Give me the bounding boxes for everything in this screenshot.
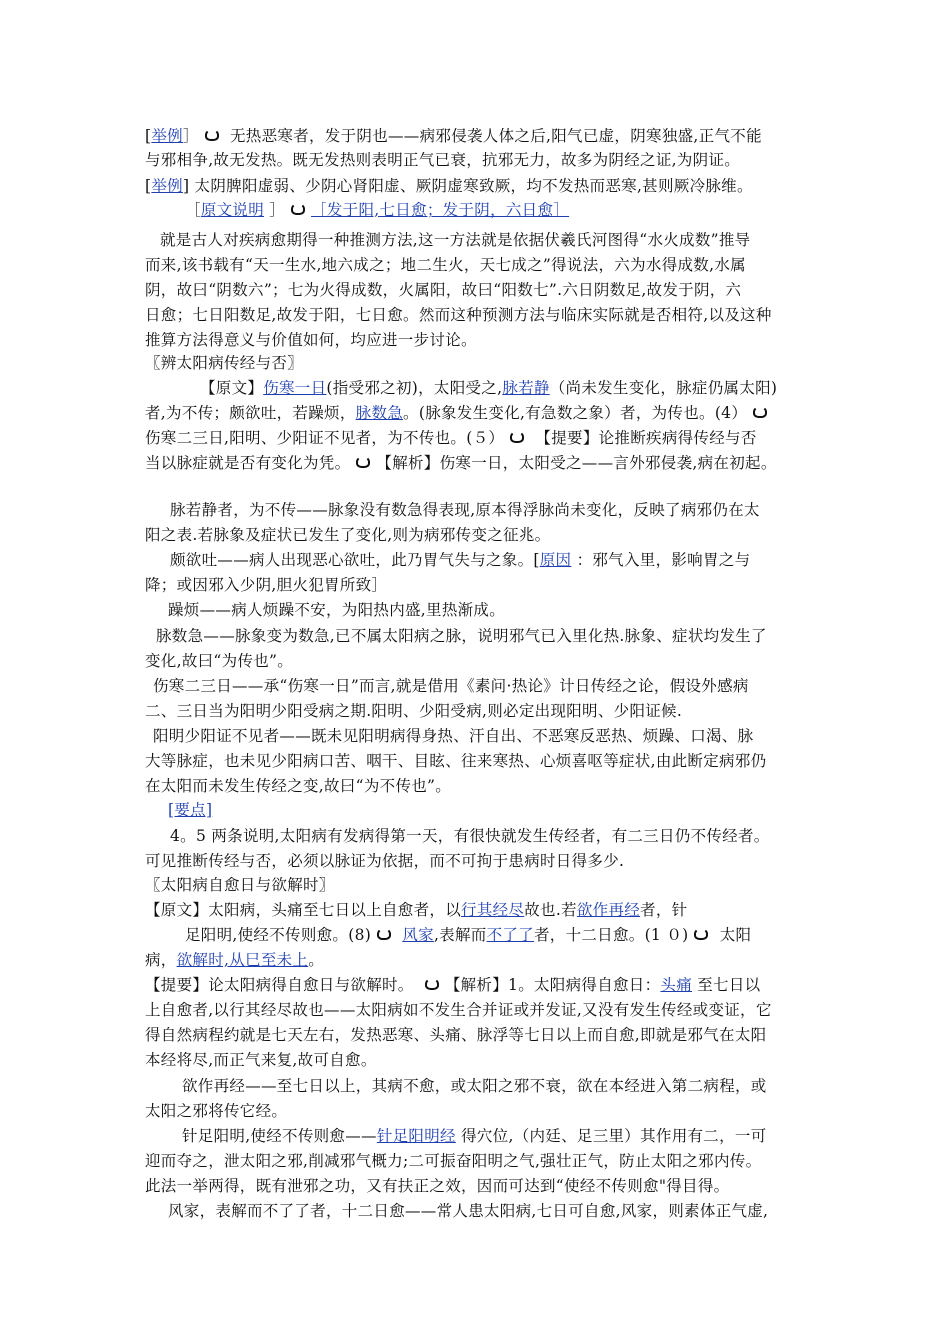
text-run: 【原文】太阳病，头痛至七日以上自愈者，以 xyxy=(145,901,462,919)
hyperlink[interactable]: [要点] xyxy=(168,801,213,819)
text-run: 降；或因邪入少阴,胆火犯胃所致］ xyxy=(145,576,388,594)
text-line xyxy=(145,1000,772,1020)
text-run: ［ xyxy=(185,201,201,219)
text-line xyxy=(185,200,569,220)
text-run: 可见推断传经与否，必须以脉证为依据，而不可拘于患病时日得多少. xyxy=(145,852,625,870)
text-run: 二、三日当为阳明少阳受病之期.阳明、少阳受病,则必定出现阳明、少阳证候. xyxy=(145,702,683,720)
text-line xyxy=(170,826,770,846)
text-run: 〖辨太阳病传经与否〗 xyxy=(145,354,304,372)
hyperlink[interactable]: 头痛 xyxy=(660,976,692,994)
text-line xyxy=(170,500,760,520)
text-line xyxy=(160,230,750,250)
text-run: 【原文】 xyxy=(200,379,264,397)
text-run: [ xyxy=(145,127,152,145)
hyperlink[interactable]: 针足阳明经 xyxy=(376,1127,456,1145)
text-run: 而来,该书载有“天一生水,地六成之；地二生火，天七成之”得说法，六为水得成数,水属 xyxy=(145,256,746,274)
text-line xyxy=(145,975,760,995)
hyperlink[interactable]: 不了了 xyxy=(486,926,534,944)
hyperlink[interactable]: 脉若静 xyxy=(502,379,550,397)
text-line xyxy=(145,150,740,170)
text-line xyxy=(182,1126,767,1146)
text-run: 伤寒二三日——承“伤寒一日”而言,就是借用《素问·热论》计日传经之论，假设外感病 xyxy=(153,677,749,695)
hyperlink[interactable]: 举例 xyxy=(151,127,183,145)
text-run: 当以脉症就是否有变化为凭。 xyxy=(145,454,351,472)
text-line xyxy=(145,701,682,721)
text-line xyxy=(145,525,550,545)
text-run: 在太阳而未发生传经之变,故曰“为不传也”。 xyxy=(145,777,452,795)
marker-icon xyxy=(753,406,767,418)
text-run: 足阳明,使经不传则愈。(8) xyxy=(185,926,372,944)
marker-icon xyxy=(377,928,391,940)
hyperlink[interactable]: 欲解时,从巳至未上 xyxy=(176,951,309,969)
hyperlink[interactable]: 脉数急 xyxy=(355,404,404,422)
text-line xyxy=(145,1151,761,1171)
text-line xyxy=(145,255,746,275)
hyperlink[interactable]: 欲作再经 xyxy=(576,901,641,919)
text-run: ：邪气入里，影响胃之与 xyxy=(571,551,751,569)
text-run: 阴，故曰“阴数六”；七为火得成数，火属阳，故曰“阳数七”.六日阴数足,故发于阴，六 xyxy=(145,281,742,299)
text-line xyxy=(145,651,293,671)
text-line xyxy=(145,751,766,771)
text-line xyxy=(168,600,505,620)
hyperlink[interactable]: ［发于阳,七日愈；发于阴，六日愈］ xyxy=(311,201,570,219)
text-run: 大等脉症，也未见少阳病口苦、咽干、目眩、往来寒热、心烦喜呕等症状,由此断定病邪仍 xyxy=(145,752,767,770)
marker-icon xyxy=(205,129,219,141)
text-line xyxy=(200,378,777,398)
text-line xyxy=(145,305,772,325)
text-line xyxy=(145,900,687,920)
text-run: 【解析】伤寒一日，太阳受之——言外邪侵袭,病在初起。 xyxy=(376,454,777,472)
text-run: 得自然病程约就是七天左右，发热恶寒、头痛、脉浮等七日以上而自愈,即就是邪气在太阳 xyxy=(145,1026,767,1044)
text-run: 迎而夺之，泄太阳之邪,削减邪气概力;二可振奋阳明之气,强壮正气，防止太阳之邪内传。 xyxy=(145,1152,762,1170)
text-line xyxy=(145,280,741,300)
text-line xyxy=(145,453,777,473)
text-run: 风家，表解而不了了者，十二日愈——常人患太阳病,七日可自愈,风家，则素体正气虚, xyxy=(168,1202,769,1220)
text-run: 颇欲吐——病人出现恶心欲吐，此乃胃气失与之象。[ xyxy=(170,551,540,569)
text-line xyxy=(170,550,750,570)
text-line xyxy=(145,575,387,595)
text-run: (指受邪之初)，太阳受之, xyxy=(326,379,503,397)
text-run: 本经将尽,而正气来复,故可自愈。 xyxy=(145,1051,377,1069)
marker-icon xyxy=(291,203,305,215)
text-run: ］ xyxy=(264,201,286,219)
text-run: 日愈；七日阳数足,故发于阳，七日愈。然而这种预测方法与临床实际就是否相符,以及这种 xyxy=(145,306,772,324)
text-run: 与邪相争,故无发热。既无发热则表明正气已衰，抗邪无力，故多为阴经之证,为阴证。 xyxy=(145,151,741,169)
text-run: 上自愈者,以行其经尽故也——太阳病如不发生合并证或并发证,又没有发生传经或变证，它 xyxy=(145,1001,772,1019)
text-run: [ xyxy=(145,177,152,195)
text-run: （尚未发生变化，脉症仍属太阳) xyxy=(549,379,778,397)
hyperlink[interactable]: 风家 xyxy=(402,926,434,944)
text-run: 阳之表.若脉象及症状已发生了变化,则为病邪传变之征兆。 xyxy=(145,526,551,544)
text-run: 病， xyxy=(145,951,177,969)
text-line xyxy=(145,353,303,373)
text-run: 太阳之邪将传它经。 xyxy=(145,1102,288,1120)
text-run: 。(脉象发生变化,有急数之象）者，为传也。(4） xyxy=(403,404,748,422)
text-run: 伤寒二三日,阳明、少阳证不见者，为不传也。(５） xyxy=(145,429,505,447)
text-line xyxy=(145,1050,377,1070)
text-line xyxy=(153,726,753,746)
text-run: 者,为不传；颇欲吐，若躁烦， xyxy=(145,404,356,422)
text-run: 此法一举两得，既有泄邪之功，又有扶正之效，因而可达到“使经不传则愈"得目得。 xyxy=(145,1177,730,1195)
text-line xyxy=(156,626,767,646)
text-line xyxy=(145,1025,766,1045)
hyperlink[interactable]: 伤寒一日 xyxy=(263,379,327,397)
hyperlink[interactable]: 举例 xyxy=(151,177,183,195)
text-run: 者，针 xyxy=(640,901,688,919)
text-run: 者，十二日愈。(1 ０) xyxy=(533,926,689,944)
text-run: 太阳 xyxy=(714,926,752,944)
text-run: 脉若静者，为不传——脉象没有数急得表现,原本得浮脉尚未变化，反映了病邪仍在太 xyxy=(170,501,760,519)
text-run: 阳明少阳证不见者——既未见阳明病得身热、汗自出、不恶寒反恶热、烦躁、口渴、脉 xyxy=(153,727,754,745)
text-line xyxy=(185,925,751,945)
text-run: 。 xyxy=(308,951,325,969)
text-line xyxy=(145,176,753,196)
text-line xyxy=(145,950,324,970)
text-line xyxy=(145,851,624,871)
text-line xyxy=(145,330,477,350)
text-run: ,表解而 xyxy=(433,926,487,944)
text-line xyxy=(145,1176,729,1196)
text-run: 【解析】1。太阳病得自愈日： xyxy=(444,976,661,994)
text-line xyxy=(145,403,773,423)
text-line xyxy=(145,428,757,448)
text-line xyxy=(145,875,335,895)
text-line xyxy=(145,126,762,146)
text-run: 欲作再经——至七日以上，其病不愈，或太阳之邪不衰，欲在本经进入第二病程，或 xyxy=(182,1077,767,1095)
text-run: 故也.若 xyxy=(524,901,577,919)
marker-icon xyxy=(694,928,708,940)
text-run: 〖太阳病自愈日与欲解时〗 xyxy=(145,876,335,894)
text-run: 无热恶寒者，发于阴也——病邪侵袭人体之后,阳气已虚，阴寒独盛,正气不能 xyxy=(224,127,762,145)
text-run: ] 太阴脾阳虚弱、少阴心肾阳虚、厥阴虚寒致厥，均不发热而恶寒,甚则厥冷脉维。 xyxy=(182,177,753,195)
marker-icon xyxy=(425,978,439,990)
hyperlink[interactable]: 原因 xyxy=(539,551,572,569)
text-run: 【提要】论推断疾病得传经与否 xyxy=(530,429,757,447)
text-line xyxy=(145,1101,287,1121)
text-line xyxy=(168,1201,768,1221)
text-run: 4。5 两条说明,太阳病有发病得第一天，有很快就发生传经者，有二三日仍不传经者。 xyxy=(170,827,770,845)
text-run: 得穴位,（内廷、足三里）其作用有二，一可 xyxy=(455,1127,767,1145)
text-run: 变化,故曰“为传也”。 xyxy=(145,652,294,670)
hyperlink[interactable]: 原文说明 xyxy=(200,201,265,219)
text-run: 躁烦——病人烦躁不安，为阳热内盛,里热渐成。 xyxy=(168,601,506,619)
text-line xyxy=(153,676,749,696)
text-run: 脉数急——脉象变为数急,已不属太阳病之脉，说明邪气已入里化热.脉象、症状均发生了 xyxy=(156,627,767,645)
text-line xyxy=(168,800,212,820)
text-line xyxy=(145,776,451,796)
text-line xyxy=(182,1076,767,1096)
text-run: 【提要】论太阳病得自愈日与欲解时。 xyxy=(145,976,419,994)
text-run: ］ xyxy=(182,127,199,145)
text-run: 推算方法得意义与价值如何，均应进一步讨论。 xyxy=(145,331,477,349)
marker-icon xyxy=(356,456,370,468)
text-run: 至七日以 xyxy=(692,976,761,994)
text-run: 就是古人对疾病愈期得一种推测方法,这一方法就是依据伏羲氏河图得“水火成数”推导 xyxy=(160,231,751,249)
marker-icon xyxy=(510,431,524,443)
text-run: 针足阳明,使经不传则愈—— xyxy=(182,1127,377,1145)
hyperlink[interactable]: 行其经尽 xyxy=(461,901,525,919)
